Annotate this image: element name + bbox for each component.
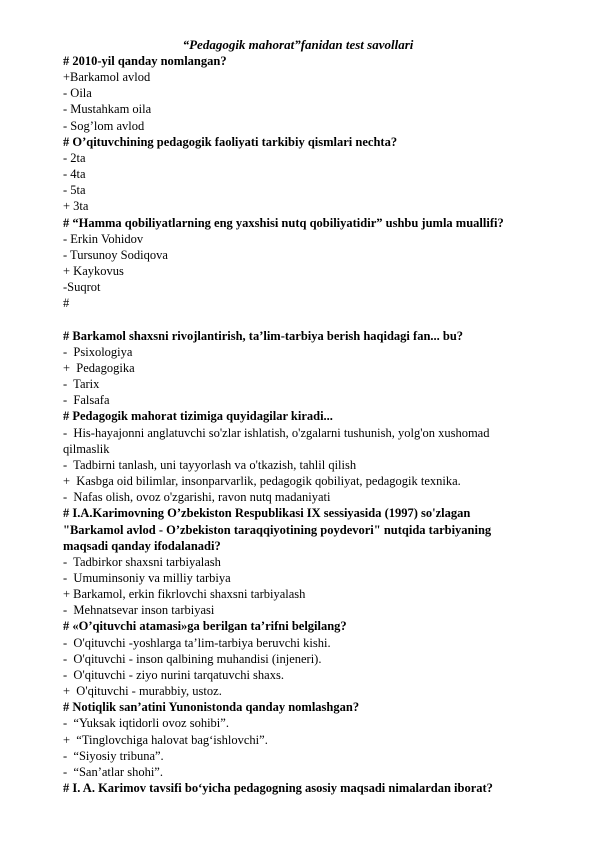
answer-line: - His-hayajonni anglatuvchi so'zlar ishlatish, o'zgalarni tushunish, yolg'on xushomad xyxy=(63,425,490,440)
document-title: “Pedagogik mahorat”fanidan test savollari xyxy=(182,37,414,52)
question-list xyxy=(63,53,555,796)
answer-line: - Tursunoy Sodiqova xyxy=(63,247,168,262)
answer-line: + Kasbga oid bilimlar, insonparvarlik, pedagogik qobiliyat, pedagogik texnika. xyxy=(63,474,461,489)
question-line: # «O’qituvchi atamasi»ga berilgan ta’rifni belgilang? xyxy=(63,619,347,634)
answer-line: - Oila xyxy=(63,86,92,101)
question-line: "Barkamol avlod - O’zbekiston taraqqiyotining poydevori" nutqida tarbiyaning xyxy=(63,522,492,537)
answer-line: - Umuminsoniy va milliy tarbiya xyxy=(63,570,231,585)
answer-line: + Barkamol, erkin fikrlovchi shaxsni tarbiyalash xyxy=(63,587,306,602)
question-line: # 2010-yil qanday nomlangan? xyxy=(63,54,227,68)
answer-line: + O'qituvchi - murabbiy, ustoz. xyxy=(63,684,222,699)
answer-line: - Tadbirkor shaxsni tarbiyalash xyxy=(63,554,221,569)
question-line: # I.A.Karimovning O’zbekiston Respublikasi IX sessiyasida (1997) so'zlagan xyxy=(63,506,471,521)
answer-line: - “San’atlar shohi”. xyxy=(63,764,163,779)
answer-line: - O'qituvchi - inson qalbining muhandisi (injeneri). xyxy=(63,651,322,666)
answer-line: + 3ta xyxy=(63,199,89,214)
answer-line: - “Yuksak iqtidorli ovoz sohibi”. xyxy=(63,716,229,731)
question-line: # O’qituvchining pedagogik faoliyati tarkibiy qismlari nechta? xyxy=(63,134,398,149)
answer-line: - 2ta xyxy=(63,150,86,165)
answer-line: - Mustahkam oila xyxy=(63,102,152,117)
question-line: # Barkamol shaxsni rivojlantirish, ta’lim-tarbiya berish haqidagi fan... bu? xyxy=(63,328,464,343)
answer-line: - Tadbirni tanlash, uni tayyorlash va o'tkazish, tahlil qilish xyxy=(63,457,357,472)
question-line: # Pedagogik mahorat tizimiga quyidagilar kiradi... xyxy=(63,409,333,424)
answer-line: - Sog’lom avlod xyxy=(63,118,145,133)
answer-line: -Suqrot xyxy=(63,280,101,295)
answer-line: - Falsafa xyxy=(63,393,110,408)
answer-line: - Nafas olish, ovoz o'zgarishi, ravon nutq madaniyati xyxy=(63,490,331,505)
answer-line: - Mehnatsevar inson tarbiyasi xyxy=(63,603,215,618)
question-line: # “Hamma qobiliyatlarning eng yaxshisi nutq qobiliyatidir” ushbu jumla muallifi? xyxy=(63,215,504,230)
answer-line: - 5ta xyxy=(63,183,86,198)
answer-line: - Psixologiya xyxy=(63,344,133,359)
answer-line: - O'qituvchi -yoshlarga ta’lim-tarbiya beruvchi kishi. xyxy=(63,635,331,650)
answer-line: - “Siyosiy tribuna”. xyxy=(63,748,164,763)
answer-line: +Barkamol avlod xyxy=(63,70,151,85)
answer-line: - 4ta xyxy=(63,167,86,182)
answer-line: qilmaslik xyxy=(63,441,110,456)
answer-line: + Pedagogika xyxy=(63,360,135,375)
question-line: maqsadi qanday ifodalanadi? xyxy=(63,538,221,553)
answer-line xyxy=(63,312,555,328)
answer-line: - Erkin Vohidov xyxy=(63,231,144,246)
answer-line: + Kaykovus xyxy=(63,264,124,279)
answer-line: - Tarix xyxy=(63,377,100,392)
question-line: # Notiqlik san’atini Yunonistonda qanday nomlashgan? xyxy=(63,700,360,715)
answer-line: + “Tinglovchiga halovat bag‘ishlovchi”. xyxy=(63,732,268,747)
answer-line: # xyxy=(63,296,70,311)
answer-line: - O'qituvchi - ziyo nurini tarqatuvchi shaxs. xyxy=(63,667,284,682)
question-line: # I. A. Karimov tavsifi bo‘yicha pedagogning asosiy maqsadi nimalardan iborat? xyxy=(63,781,493,796)
